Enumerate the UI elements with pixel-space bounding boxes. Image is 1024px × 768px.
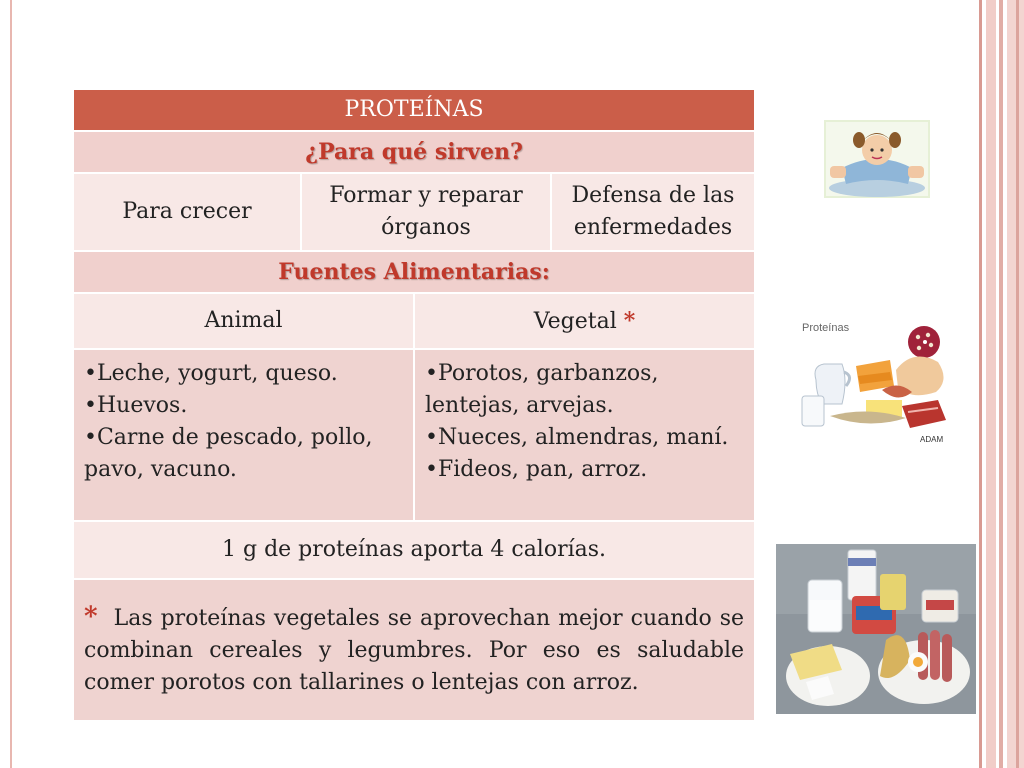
source-type-row bbox=[73, 293, 755, 349]
sources-row bbox=[73, 349, 755, 521]
list-item: •Nueces, almendras, maní. bbox=[425, 425, 729, 450]
purpose-grow: Para crecer bbox=[73, 173, 301, 251]
list-item: •Fideos, pan, arroz. bbox=[425, 457, 648, 482]
list-item: •Carne de pescado, pollo, pavo, vacuno. bbox=[84, 425, 373, 482]
list-item: •Leche, yogurt, queso. bbox=[84, 361, 338, 386]
purpose-defense: Defensa de las enfermedades bbox=[551, 173, 755, 251]
note-row bbox=[73, 579, 755, 721]
animal-heading: Animal bbox=[73, 293, 414, 349]
title-row bbox=[73, 89, 755, 131]
list-item: •Huevos. bbox=[84, 393, 188, 418]
purpose-row bbox=[73, 173, 755, 251]
right-border-stripe bbox=[979, 0, 982, 768]
calories-text: 1 g de proteínas aporta 4 calorías. bbox=[73, 521, 755, 579]
sources-heading: Fuentes Alimentarias: bbox=[73, 251, 755, 293]
child-stretching-image bbox=[824, 120, 930, 198]
image-label: Proteínas bbox=[802, 322, 850, 334]
purpose-heading-row bbox=[73, 131, 755, 173]
protein-foods-illustration bbox=[798, 320, 958, 450]
right-border-stripe bbox=[1016, 0, 1019, 768]
right-border-stripe bbox=[986, 0, 996, 768]
calories-row bbox=[73, 521, 755, 579]
animal-sources bbox=[73, 349, 414, 521]
table-title: PROTEÍNAS bbox=[73, 89, 755, 131]
right-border-stripe bbox=[999, 0, 1003, 768]
sources-heading-row bbox=[73, 251, 755, 293]
note-cell bbox=[73, 579, 755, 721]
proteins-table bbox=[72, 88, 756, 722]
vegetal-heading-cell bbox=[414, 293, 755, 349]
vegetal-asterisk: * bbox=[623, 307, 636, 334]
vegetal-heading: Vegetal bbox=[533, 308, 617, 334]
purpose-repair: Formar y reparar órganos bbox=[301, 173, 551, 251]
left-border-line bbox=[10, 0, 12, 768]
protein-foods-photo bbox=[776, 544, 976, 714]
vegetal-sources bbox=[414, 349, 755, 521]
note-text: Las proteínas vegetales se aprovechan mejor cuando se combinan cereales y legumbres. Por eso es saludable comer porotos con tallarines o lentejas con arroz. bbox=[84, 606, 745, 695]
list-item: •Porotos, garbanzos, lentejas, arvejas. bbox=[425, 361, 659, 418]
note-asterisk: * bbox=[84, 602, 98, 632]
adam-logo-text: ADAM bbox=[920, 435, 944, 444]
purpose-heading: ¿Para qué sirven? bbox=[73, 131, 755, 173]
